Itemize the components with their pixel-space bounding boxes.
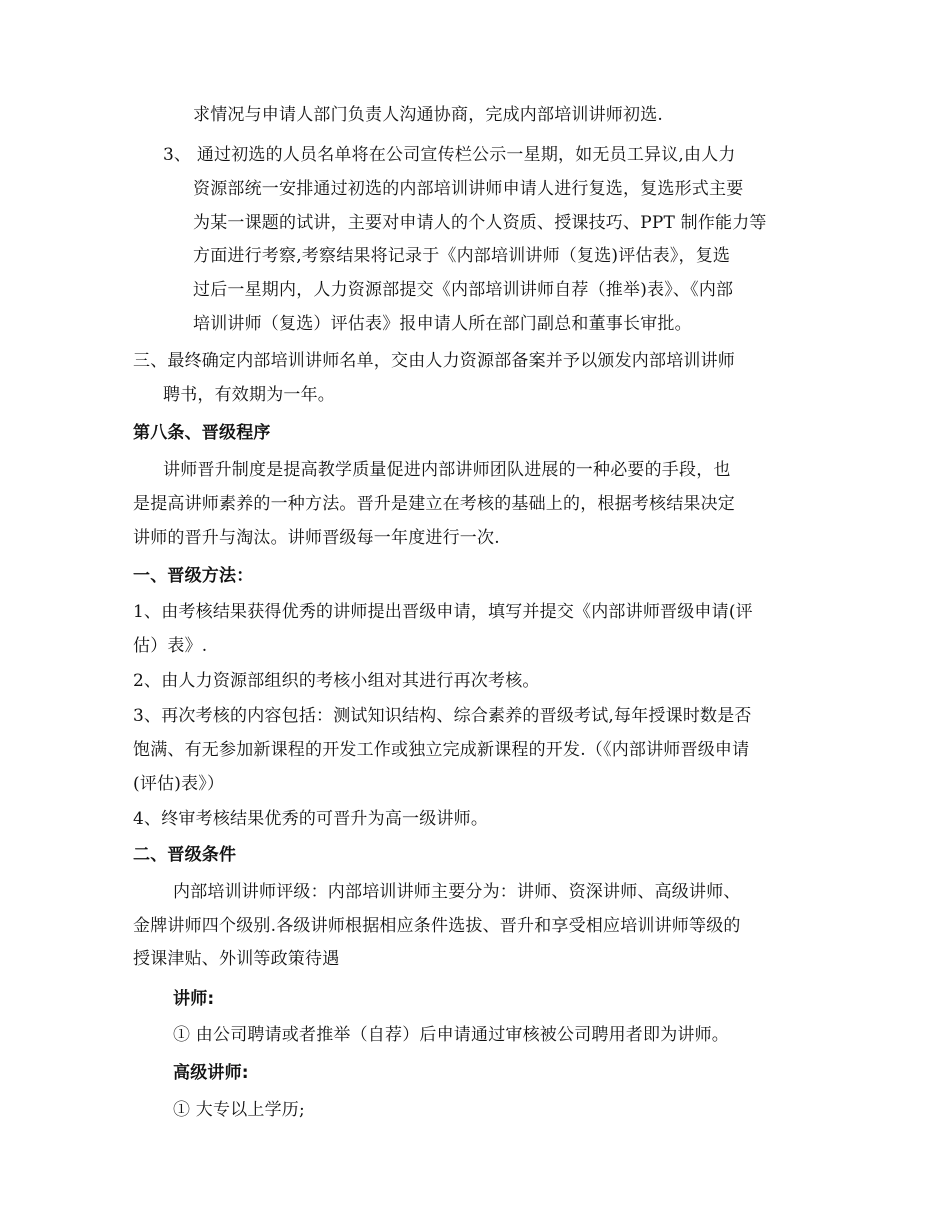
list-item: 3、再次考核的内容包括：测试知识结构、综合素养的晋级考试,每年授课时数是否 bbox=[133, 706, 752, 726]
text-line: 聘书，有效期为一年。 bbox=[163, 385, 335, 405]
list-item: 4、终审考核结果优秀的可晋升为高一级讲师。 bbox=[133, 809, 489, 829]
paragraph-line: 讲师晋升制度是提高教学质量促进内部讲师团队进展的一种必要的手段，也 bbox=[163, 460, 731, 480]
text-line: 饱满、有无参加新课程的开发工作或独立完成新课程的开发.（《内部讲师晋级申请 bbox=[133, 740, 750, 760]
text-line: 为某一课题的试讲，主要对申请人的个人资质、授课技巧、PPT 制作能力等 bbox=[193, 213, 767, 233]
list-item: 3、 通过初选的人员名单将在公司宣传栏公示一星期，如无员工异议,由人力 bbox=[163, 145, 736, 165]
list-item: 1、由考核结果获得优秀的讲师提出晋级申请，填写并提交《内部讲师晋级申请(评 bbox=[133, 602, 753, 622]
text-line: 估）表》. bbox=[133, 636, 208, 656]
level-heading: 讲师: bbox=[173, 989, 215, 1009]
list-item: ① 由公司聘请或者推举（自荐）后申请通过审核被公司聘用者即为讲师。 bbox=[173, 1025, 730, 1045]
list-item: 2、由人力资源部组织的考核小组对其进行再次考核。 bbox=[133, 671, 540, 691]
paragraph-line: 金牌讲师四个级别.各级讲师根据相应条件选拔、晋升和享受相应培训讲师等级的 bbox=[133, 916, 741, 936]
list-item: ① 大专以上学历; bbox=[173, 1100, 305, 1120]
text-line: (评估)表》） bbox=[133, 774, 225, 794]
paragraph-line: 授课津贴、外训等政策待遇 bbox=[133, 949, 340, 969]
subsection-heading: 二、晋级条件 bbox=[133, 845, 237, 865]
text-line: 方面进行考察,考察结果将记录于《内部培训讲师（复选)评估表》，复选 bbox=[193, 246, 731, 266]
level-heading: 高级讲师: bbox=[173, 1063, 249, 1083]
text-line: 求情况与申请人部门负责人沟通协商，完成内部培训讲师初选. bbox=[193, 105, 664, 125]
text-line: 资源部统一安排通过初选的内部培训讲师申请人进行复选，复选形式主要 bbox=[193, 179, 744, 199]
list-item: 三、最终确定内部培训讲师名单，交由人力资源部备案并予以颁发内部培训讲师 bbox=[133, 351, 735, 371]
paragraph-line: 讲师的晋升与淘汰。讲师晋级每一年度进行一次. bbox=[133, 528, 500, 548]
paragraph-line: 内部培训讲师评级：内部培训讲师主要分为：讲师、资深讲师、高级讲师、 bbox=[173, 882, 741, 902]
paragraph-line: 是提高讲师素养的一种方法。晋升是建立在考核的基础上的，根据考核结果决定 bbox=[133, 494, 735, 514]
section-heading: 第八条、晋级程序 bbox=[133, 423, 271, 443]
subsection-heading: 一、晋级方法： bbox=[133, 566, 254, 586]
text-line: 过后一星期内，人力资源部提交《内部培训讲师自荐（推举)表》、《内部 bbox=[193, 280, 734, 300]
text-line: 培训讲师（复选）评估表》报申请人所在部门副总和董事长审批。 bbox=[193, 314, 692, 334]
